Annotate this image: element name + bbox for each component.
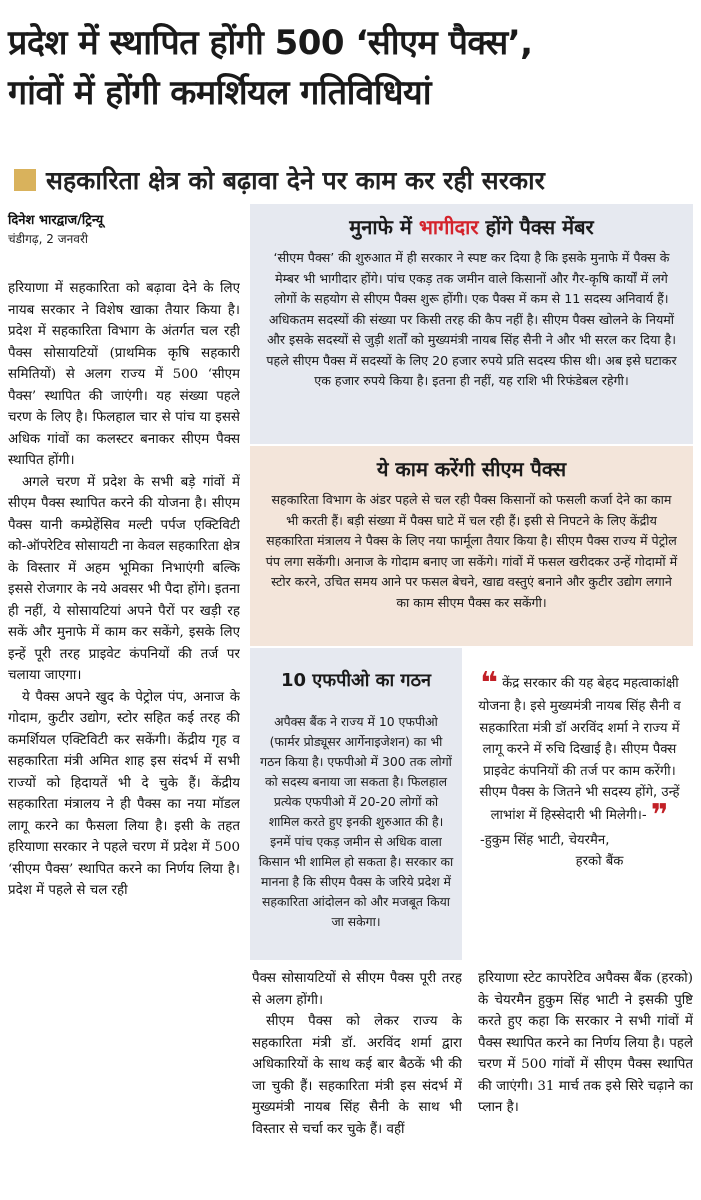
- bullet-square-icon: [14, 169, 36, 191]
- article-paragraph: ये पैक्स अपने खुद के पेट्रोल पंप, अनाज के गोदाम, कुटीर उद्योग, स्टोर सहित कई तरह की कमर्शियल एक्टिविटी कर सकेंगी। केंद्रीय गृह व सहकारिता मंत्री अमित शाह इस संदर्भ में सभी राज्यों को हिदायतें भी दे चुके हैं। केंद्रीय सहकारिता मंत्रालय ने ही पैक्स का नया मॉडल लागू करने का फैसला लिया है। इसी के तहत हरियाणा सरकार ने पहले चरण में प्रदेश में 500 ‘सीएम पैक्स’ स्थापित करने का निर्णय लिया है। प्रदेश में पहले से चल रही: [8, 689, 240, 898]
- subheadline: [14, 160, 694, 200]
- quote-open-icon: ❝: [480, 666, 498, 701]
- sidebar-box-fpo: [250, 648, 462, 960]
- quote-org: हरको बैंक: [575, 853, 624, 869]
- article-paragraph: हरियाणा में सहकारिता को बढ़ावा देने के लिए नायब सरकार ने विशेष खाका तैयार किया है। प्रदेश में सहकारिता विभाग के अंतर्गत चल रही पैक्स सोसायटियों (प्राथमिक कृषि सहकारी समितियों) से अलग राज्य में 500 ‘सीएम पैक्स’ स्थापित की जाएंगी। यह संख्या पहले चरण के लिए है। फिलहाल चार से पांच या इससे अधिक गांवों का कलस्टर बनाकर सीएम पैक्स स्थापित होंगी।: [8, 281, 240, 468]
- quote-close-icon: ❞: [650, 797, 669, 833]
- quote-text: [466, 666, 693, 833]
- headline-line-2: गांवों में होंगी कमर्शियल गतिविधियां: [8, 73, 432, 113]
- box-title-profit: [250, 210, 693, 244]
- headline: [8, 18, 698, 118]
- sidebar-box-work: [250, 446, 693, 646]
- byline: [8, 212, 238, 248]
- box-title-highlight: भागीदार: [418, 215, 479, 239]
- byline-dateline: चंडीगढ़, 2 जनवरी: [8, 232, 88, 246]
- article-paragraph: सीएम पैक्स को लेकर राज्य के सहकारिता मंत्री डॉ. अरविंद शर्मा द्वारा अधिकारियों के साथ कई बार बैठकें भी की जा चुकी हैं। सहकारिता मंत्री इस संदर्भ में मुख्यमंत्री नायब सिंह सैनी के साथ भी विस्तार से चर्चा कर चुके हैं। वहीं: [252, 1014, 462, 1137]
- box-body-work: सहकारिता विभाग के अंडर पहले से चल रही पैक्स किसानों को फसली कर्जा देने का काम भी करती हैं। बड़ी संख्या में पैक्स घाटे में चल रही हैं। इसी से निपटने के लिए केंद्रीय सहकारिता मंत्रालय ने पैक्स के लिए नया फार्मूला तैयार किया है। सीएम पैक्स राज्य में पेट्रोल पंप लगा सकेंगी। अनाज के गोदाम बनाए जा सकेंगे। गांवों में फसल खरीदकर उन्हें गोदामों में स्टोर करने, उचित समय आने पर फसल बेचने, खाद्य वस्तुएं बनाने और कुटीर उद्योग लगाने का काम सीएम पैक्स कर सकेंगी।: [265, 492, 678, 610]
- box-body-fpo: अपैक्स बैंक ने राज्य में 10 एफपीओ (फार्मर प्रोड्यूसर आर्गेनाइजेशन) का भी गठन किया है। एफपीओ में 300 तक लोगों को सदस्य बनाया जा सकता है। फिलहाल प्रत्येक एफपीओ में 20-20 लोगों को शामिल करते हुए इनकी शुरुआत की है। इनमें पांच एकड़ जमीन से अधिक वाला किसान भी शामिल हो सकता है। सरकार का मानना है कि सीएम पैक्स के जरिये प्रदेश में सहकारिता आंदोलन को और मजबूत किया जा सकेगा।: [258, 714, 454, 929]
- subheadline-text: सहकारिता क्षेत्र को बढ़ावा देने पर काम कर रही सरकार: [46, 166, 545, 195]
- article-column-1: [8, 278, 240, 1196]
- quote-body: केंद्र सरकार की यह बेहद महत्वाकांक्षी योजना है। इसे मुख्यमंत्री नायब सिंह सैनी व सहकारिता मंत्री डॉ अरविंद शर्मा ने राज्य में लागू करने में रुचि दिखाई है। सीएम पैक्स प्राइवेट कंपनियों की तर्ज पर काम करेंगी। सीएम पैक्स के जितने भी सदस्य होंगे, उन्हें लाभांश में हिस्सेदारी भी मिलेगी।-: [478, 676, 681, 823]
- box-title-part: होंगे पैक्स मेंबर: [478, 215, 594, 239]
- article-paragraph: हरियाणा स्टेट कापरेटिव अपैक्स बैंक (हरको) के चेयरमैन हुकुम सिंह भाटी ने इसकी पुष्टि करते हुए कहा कि सरकार ने सभी गांवों में पैक्स स्थापित करने का निर्णय लिया है। पहले चरण में 500 गांवों में सीएम पैक्स स्थापित की जाएंगी। 31 मार्च तक इसे सिरे चढ़ाने का प्लान है।: [478, 971, 693, 1115]
- article-paragraph: अगले चरण में प्रदेश के सभी बड़े गांवों में सीएम पैक्स स्थापित करने की योजना है। सीएम पैक्स यानी कम्प्रेहेंसिव मल्टी पर्पज एक्टिविटी को-ऑपरेटिव सोसायटी ना केवल सहकारिता क्षेत्र के विस्तार में अहम भूमिका निभाएंगी बल्कि इससे रोजगार के नये अवसर भी पैदा होंगे। इतना ही नहीं, ये सोसायटियां अपने पैरों पर खड़ी रह सकें और मुनाफे में काम कर सकेंगे, इसके लिए इन्हें पूरी तरह प्राइवेट कंपनियों की तर्ज पर चलाया जाएगा।: [8, 474, 240, 683]
- article-column-2: [252, 968, 462, 1196]
- quote-box: [466, 648, 693, 960]
- article-paragraph: पैक्स सोसायटियों से सीएम पैक्स पूरी तरह से अलग होंगी।: [252, 971, 462, 1008]
- headline-line-1: प्रदेश में स्थापित होंगी 500 ‘सीएम पैक्स’,: [8, 23, 533, 63]
- box-title-part: मुनाफे में: [349, 215, 419, 239]
- byline-author: दिनेश भारद्वाज/ट्रिन्यू: [8, 213, 104, 228]
- box-body-profit: ‘सीएम पैक्स’ की शुरुआत में ही सरकार ने स्पष्ट कर दिया है कि इसके मुनाफे में पैक्स के मेम्बर भी भागीदार होंगे। पांच एकड़ तक जमीन वाले किसानों और गैर-कृषि कार्यों में लगे लोगों के सहयोग से सीएम पैक्स शुरू होंगी। एक पैक्स में कम से 11 सदस्य अनिवार्य हैं। अधिकतम सदस्यों की संख्या पर किसी तरह की कैप नहीं है। सीएम पैक्स खोलने के नियमों और इसके सदस्यों से जुड़ी शर्तों को मुख्यमंत्री नायब सिंह सैनी ने और भी सरल कर दिया है। पहले सीएम पैक्स में सदस्यों के लिए 20 हजार रुपये प्रति सदस्य फीस थी। अब इसे घटाकर एक हजार रुपये किया है। इतना ही नहीं, यह राशि भी रिफंडेबल रहेगी।: [266, 250, 677, 388]
- sidebar-box-profit: [250, 204, 693, 444]
- article-column-3: [478, 968, 693, 1196]
- box-title-fpo: 10 एफपीओ का गठन: [280, 670, 432, 691]
- box-title-work: ये काम करेंगी सीएम पैक्स: [376, 457, 567, 481]
- quote-author: -हुकुम सिंह भाटी, चेयरमैन,: [480, 832, 610, 848]
